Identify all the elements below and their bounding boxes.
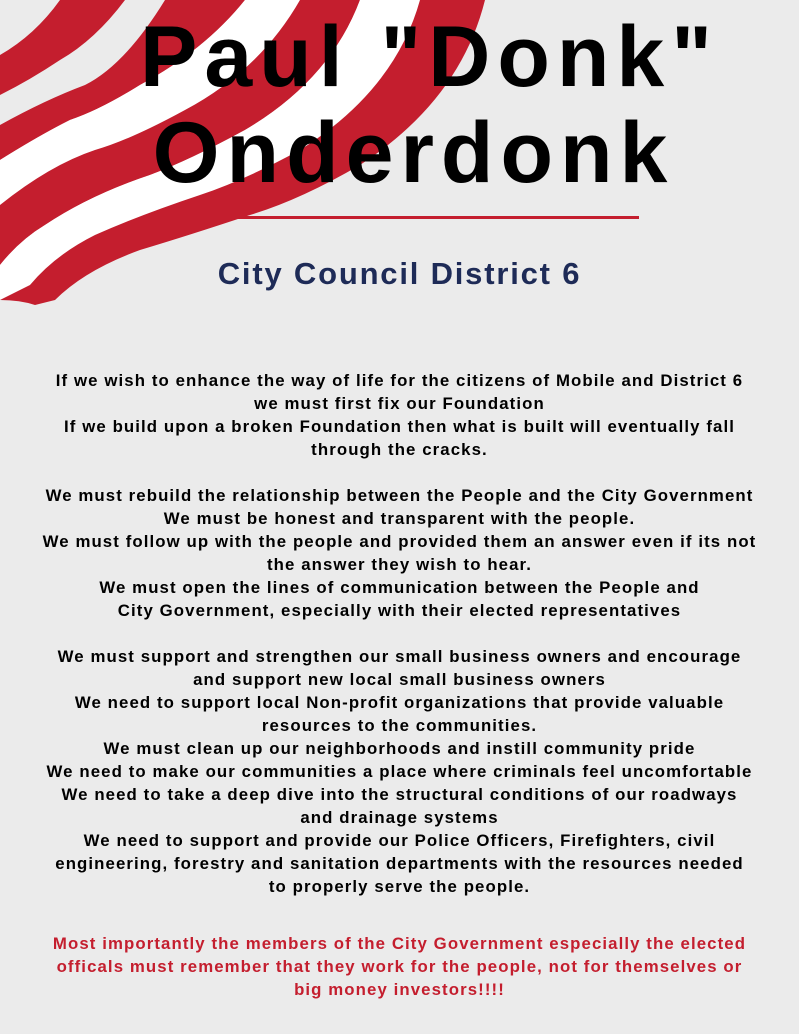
body-line: We must follow up with the people and provided them an answer even if its not [42,532,757,551]
body-line: We must rebuild the relationship between the People and the City Government [45,486,754,505]
paragraph-gap [0,622,799,645]
body-line: We need to support and provide our Police Officers, Firefighters, civil [83,831,716,850]
body-line: City Government, especially with their elected representatives [117,601,682,620]
body-line: We must clean up our neighborhoods and instill community pride [103,739,696,758]
closing-line: big money investors!!!! [294,980,505,999]
paragraph-gap [0,461,799,484]
body-line: We need to support local Non-profit organizations that provide valuable [74,693,725,712]
title-underline [214,216,639,219]
body-line: If we wish to enhance the way of life for the citizens of Mobile and District 6 [55,371,744,390]
body-line: resources to the communities. [261,716,538,735]
body-line: We must support and strengthen our small business owners and encourage [57,647,742,666]
body-line: If we build upon a broken Foundation then what is built will eventually fall [64,417,735,436]
platform-body [0,369,799,898]
body-line: we must first fix our Foundation [254,394,545,413]
closing-statement [0,932,799,1001]
body-line: We need to take a deep dive into the structural conditions of our roadways [61,785,738,804]
body-line: and support new local small business owners [193,670,606,689]
body-line: and drainage systems [300,808,499,827]
body-line: to properly serve the people. [268,877,531,896]
body-line: We need to make our communities a place where criminals feel uncomfortable [46,762,753,781]
body-line: We must be honest and transparent with the people. [163,509,636,528]
candidate-name-line-2: Onderdonk [152,105,675,201]
closing-line: officals must remember that they work for the people, not for themselves or [56,957,743,976]
closing-line: Most importantly the members of the City Government especially the elected [52,934,747,953]
body-line: engineering, forestry and sanitation departments with the resources needed [55,854,744,873]
body-line: the answer they wish to hear. [266,555,533,574]
body-line: through the cracks. [311,440,488,459]
candidate-name-line-1: Paul "Donk" [139,9,720,105]
district-subtitle: City Council District 6 [217,256,582,291]
body-line: We must open the lines of communication between the People and [99,578,700,597]
